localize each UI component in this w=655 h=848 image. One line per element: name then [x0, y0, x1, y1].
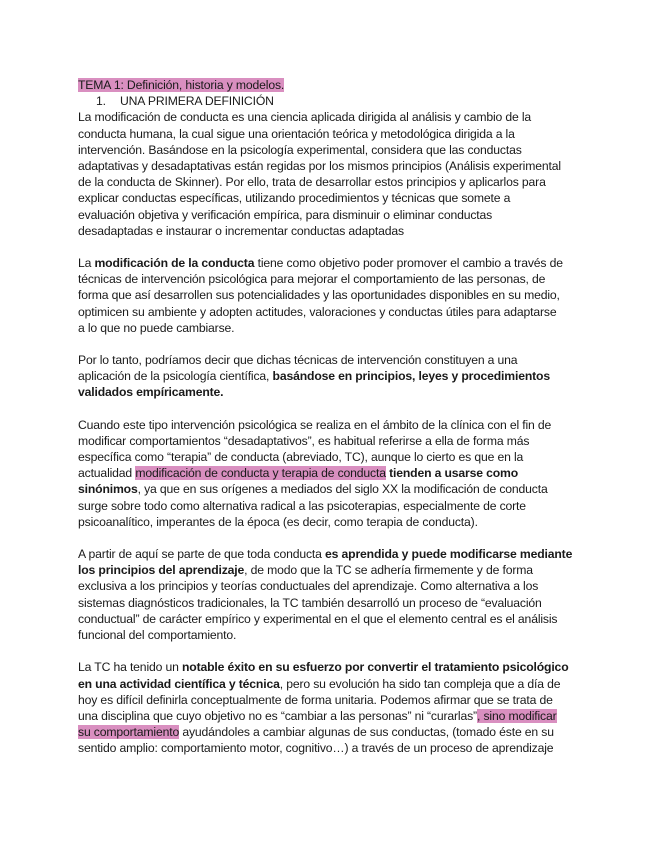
paragraph-objective	[78, 255, 605, 336]
paragraph-therapy	[78, 417, 605, 530]
text-line: Cuando este tipo intervención psicológica se realiza en el ámbito de la clínica con el fin de	[78, 417, 552, 432]
text-line: aplicación de la psicología científica, basándose en principios, leyes y procedimientos	[78, 369, 550, 384]
document-title	[78, 77, 605, 93]
text-line: La modificación de la conducta tiene como objetivo poder promover el cambio a través de	[78, 256, 563, 271]
text-line: optimicen su ambiente y adopten actitudes, valoraciones y conductas útiles para adaptarse	[78, 304, 557, 319]
text-line: hoy es difícil definirla conceptualmente de forma unitaria. Podemos afirmar que se trata de	[78, 692, 553, 707]
text-line: surge sobre todo como alternativa radical a las psicoterapias, especialmente de corte	[78, 498, 526, 513]
text-line: modificar comportamientos “desadaptativos”, es habitual referirse a ella de forma más	[78, 433, 530, 448]
text-line: en una actividad científica y técnica, pero su evolución ha sido tan compleja que a día de	[78, 676, 561, 691]
text-line: sinónimos, ya que en sus orígenes a mediados del siglo XX la modificación de conducta	[78, 482, 548, 497]
paragraph-gap	[78, 239, 605, 255]
paragraph-gap	[78, 643, 605, 659]
bold-text: notable éxito en su esfuerzo por convertir el tratamiento psicológico	[181, 660, 569, 675]
paragraph-success	[78, 659, 605, 756]
text-line: Por lo tanto, podríamos decir que dichas técnicas de intervención constituyen a una	[78, 353, 518, 368]
paragraph-gap	[78, 530, 605, 546]
bold-text: sinónimos	[78, 482, 138, 497]
text-line: La modificación de conducta es una ciencia aplicada dirigida al análisis y cambio de la	[78, 110, 532, 125]
bold-text-line: validados empíricamente.	[78, 385, 224, 400]
text-line: técnicas de intervención psicológica para mejorar el comportamiento de las personas, de	[78, 272, 546, 287]
text-line: explicar conductas específicas, utilizando procedimientos y técnicas que somete a	[78, 191, 511, 206]
paragraph-gap	[78, 401, 605, 417]
paragraph-definition	[78, 109, 605, 239]
section-number: 1.	[96, 94, 106, 109]
text-line: actualidad modificación de conducta y terapia de conducta tienden a usarse como	[78, 466, 519, 481]
text-line: conductual” de carácter empírico y experimental en el que el elemento central es el análisis	[78, 611, 558, 626]
bold-text: modificación de la conducta	[94, 256, 255, 271]
text-line: intervención. Basándose en la psicología experimental, considera que las conductas	[78, 142, 522, 157]
bold-text: tienden a usarse como	[385, 466, 519, 481]
paragraph-gap	[78, 336, 605, 352]
text-line: A partir de aquí se parte de que toda conducta es aprendida y puede modificarse mediante	[78, 547, 573, 562]
paragraph-learning	[78, 546, 605, 643]
paragraph-techniques	[78, 352, 605, 401]
text-line: su comportamiento ayudándoles a cambiar algunas de sus conductas, (tomado éste en su	[78, 725, 554, 740]
text-line: La TC ha tenido un notable éxito en su esfuerzo por convertir el tratamiento psicológico	[78, 660, 569, 675]
section-heading-text: UNA PRIMERA DEFINICIÓN	[120, 94, 274, 109]
bold-text: en una actividad científica y técnica	[78, 676, 280, 691]
title-highlight: TEMA 1: Definición, historia y modelos.	[78, 78, 285, 92]
text-line: exclusiva a los principios y teorías conductuales del aprendizaje. Como alternativa a los	[78, 579, 539, 594]
highlighted-text: su comportamiento	[78, 725, 180, 740]
highlighted-text: modificación de conducta y terapia de conducta	[135, 466, 386, 481]
text-line: evaluación objetiva y verificación empírica, para disminuir o eliminar conductas	[78, 207, 493, 222]
text-line: adaptativas y desadaptativas están regidas por los mismos principios (Análisis experimental	[78, 159, 561, 174]
bold-text: los principios del aprendizaje	[78, 563, 245, 578]
text-line: los principios del aprendizaje, de modo que la TC se adhería firmemente y de forma	[78, 563, 533, 578]
text-line: psicoanalítico, imperantes de la época (es decir, como terapia de conducta).	[78, 514, 478, 529]
text-line: funcional del comportamiento.	[78, 628, 237, 643]
bold-text: basándose en principios, leyes y procedimientos	[272, 369, 550, 384]
text-line: específica como “terapia” de conducta (abreviado, TC), aunque lo cierto es que en la	[78, 450, 524, 465]
text-line: de la conducta de Skinner). Por ello, trata de desarrollar estos principios y aplicarlos para	[78, 175, 546, 190]
text-line: forma que así desarrollen sus potencialidades y las oportunidades disponibles en su medio,	[78, 288, 560, 303]
text-line: conducta humana, la cual sigue una orientación teórica y metodológica dirigida a la	[78, 126, 515, 141]
section-heading	[78, 93, 605, 109]
text-line: sentido amplio: comportamiento motor, cognitivo…) a través de un proceso de aprendizaje	[78, 741, 554, 756]
text-line: una disciplina que cuyo objetivo no es “cambiar a las personas” ni “curarlas”, sino modificar	[78, 708, 557, 723]
bold-text: es aprendida y puede modificarse mediante	[325, 547, 573, 562]
text-line: a lo que no puede cambiarse.	[78, 320, 235, 335]
text-line: sistemas diagnósticos tradicionales, la TC también desarrolló un proceso de “evaluación	[78, 595, 542, 610]
text-line: desadaptadas e instaurar o incrementar conductas adaptadas	[78, 223, 404, 238]
highlighted-text: , sino modificar	[476, 708, 557, 723]
